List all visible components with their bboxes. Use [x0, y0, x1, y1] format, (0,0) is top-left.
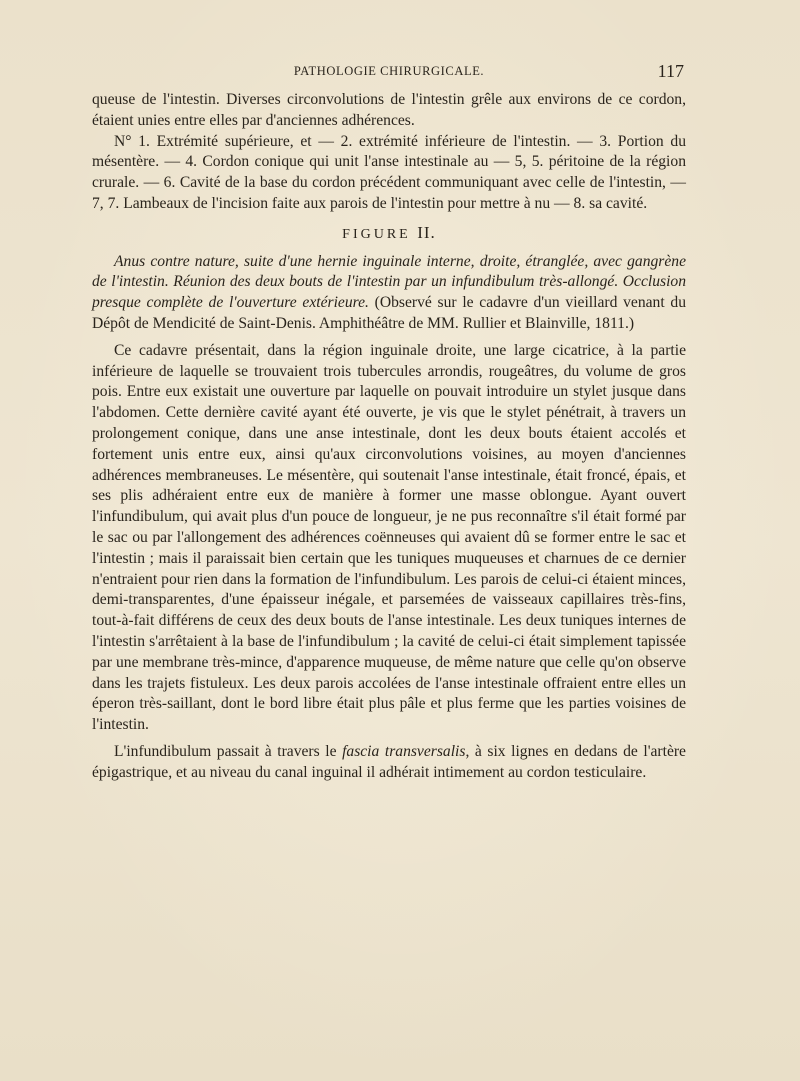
case-title-note: (Observé sur le cadavre d'un vieillard venant du Dépôt de Mendicité de Saint-Denis. Amphithéâtre de MM. Rullier et Blainville, 1811.): [92, 294, 686, 332]
conclusion-end: , à six lignes en dedans de l'artère épigastrique, et au niveau du canal inguinal il adhérait intimement au cordon testiculaire.: [92, 742, 686, 781]
paragraph-conclusion: [92, 742, 686, 784]
page-body: [92, 90, 686, 784]
conclusion-start: L'infundibulum passait à travers le: [114, 742, 343, 760]
paragraph-figure-legend: N° 1. Extrémité supérieure, et — 2. extrémité inférieure de l'intestin. — 3. Portion du mésentère. — 4. Cordon conique qui unit l'anse intestinale au — 5, 5. péritoine de la région crurale. — 6. Cavité de la base du cordon précédent communiquant avec celle de l'intestin, — 7, 7. Lambeaux de l'incision faite aux parois de l'intestin pour mettre à nu — 8. sa cavité.: [92, 132, 686, 212]
figure-number: II.: [417, 222, 436, 242]
paragraph-continuation: queuse de l'intestin. Diverses circonvolutions de l'intestin grêle aux environs de ce cordon, étaient unies entre elles par d'anciennes adhérences.: [92, 91, 686, 129]
paragraph-case-title: [92, 252, 686, 335]
figure-label: FIGURE: [342, 226, 411, 242]
running-title: PATHOLOGIE CHIRURGICALE.: [293, 64, 485, 78]
page-number: 117: [657, 61, 684, 81]
figure-heading: [92, 223, 686, 246]
case-title-italic: Anus contre nature, suite d'une hernie inguinale interne, droite, étranglée, avec gangrène de l'intestin. Réunion des deux bouts de l'intestin par un infundibulum très-allongé. Occlusion presque complète de l'ouverture extérieure.: [92, 252, 686, 312]
conclusion-italic: fascia transversalis: [342, 742, 466, 760]
page-header: [92, 61, 686, 84]
paragraph-observation: Ce cadavre présentait, dans la région inguinale droite, une large cicatrice, à la partie inférieure de laquelle se trouvaient trois tubercules arrondis, rougeâtres, du volume de gros pois. Entre eux existait une ouverture par laquelle on pouvait introduire un stylet jusque dans l'abdomen. Cette dernière cavité ayant été ouverte, je vis que le stylet pénétrait, à travers un prolongement conique, dans une anse intestinale, dont les deux bouts étaient accolés et fortement unis entre eux, ainsi qu'aux circonvolutions voisines, au moyen d'anciennes adhérences membraneuses. Le mésentère, qui soutenait l'anse intestinale, était froncé, épais, et ses plis adhéraient entre eux de manière à former une masse oblongue. Ayant ouvert l'infundibulum, qui avait plus d'un pouce de longueur, je ne pus reconnaître s'il était formé par le sac ou par l'allongement des adhérences coënneuses qui avaient dû se former entre le sac et l'intestin ; mais il paraissait bien certain que les tuniques muqueuses et charnues de ce dernier n'entraient pour rien dans la formation de l'infundibulum. Les parois de celui-ci étaient minces, demi-transparentes, d'une épaisseur inégale, et parsemées de vaisseaux capillaires très-fins, tout-à-fait différens de ceux des deux bouts de l'anse intestinale. Les deux tuniques internes de l'intestin s'arrêtaient à la base de l'infundibulum ; la cavité de celui-ci était simplement tapissée par une membrane très-mince, d'apparence muqueuse, de même nature que celle qu'on observe dans les trajets fistuleux. Les deux parois accolées de l'anse intestinale offraient entre elles un éperon très-saillant, dont le bord libre était plus pâle et plus ferme que les parties voisines de l'intestin.: [92, 341, 686, 734]
